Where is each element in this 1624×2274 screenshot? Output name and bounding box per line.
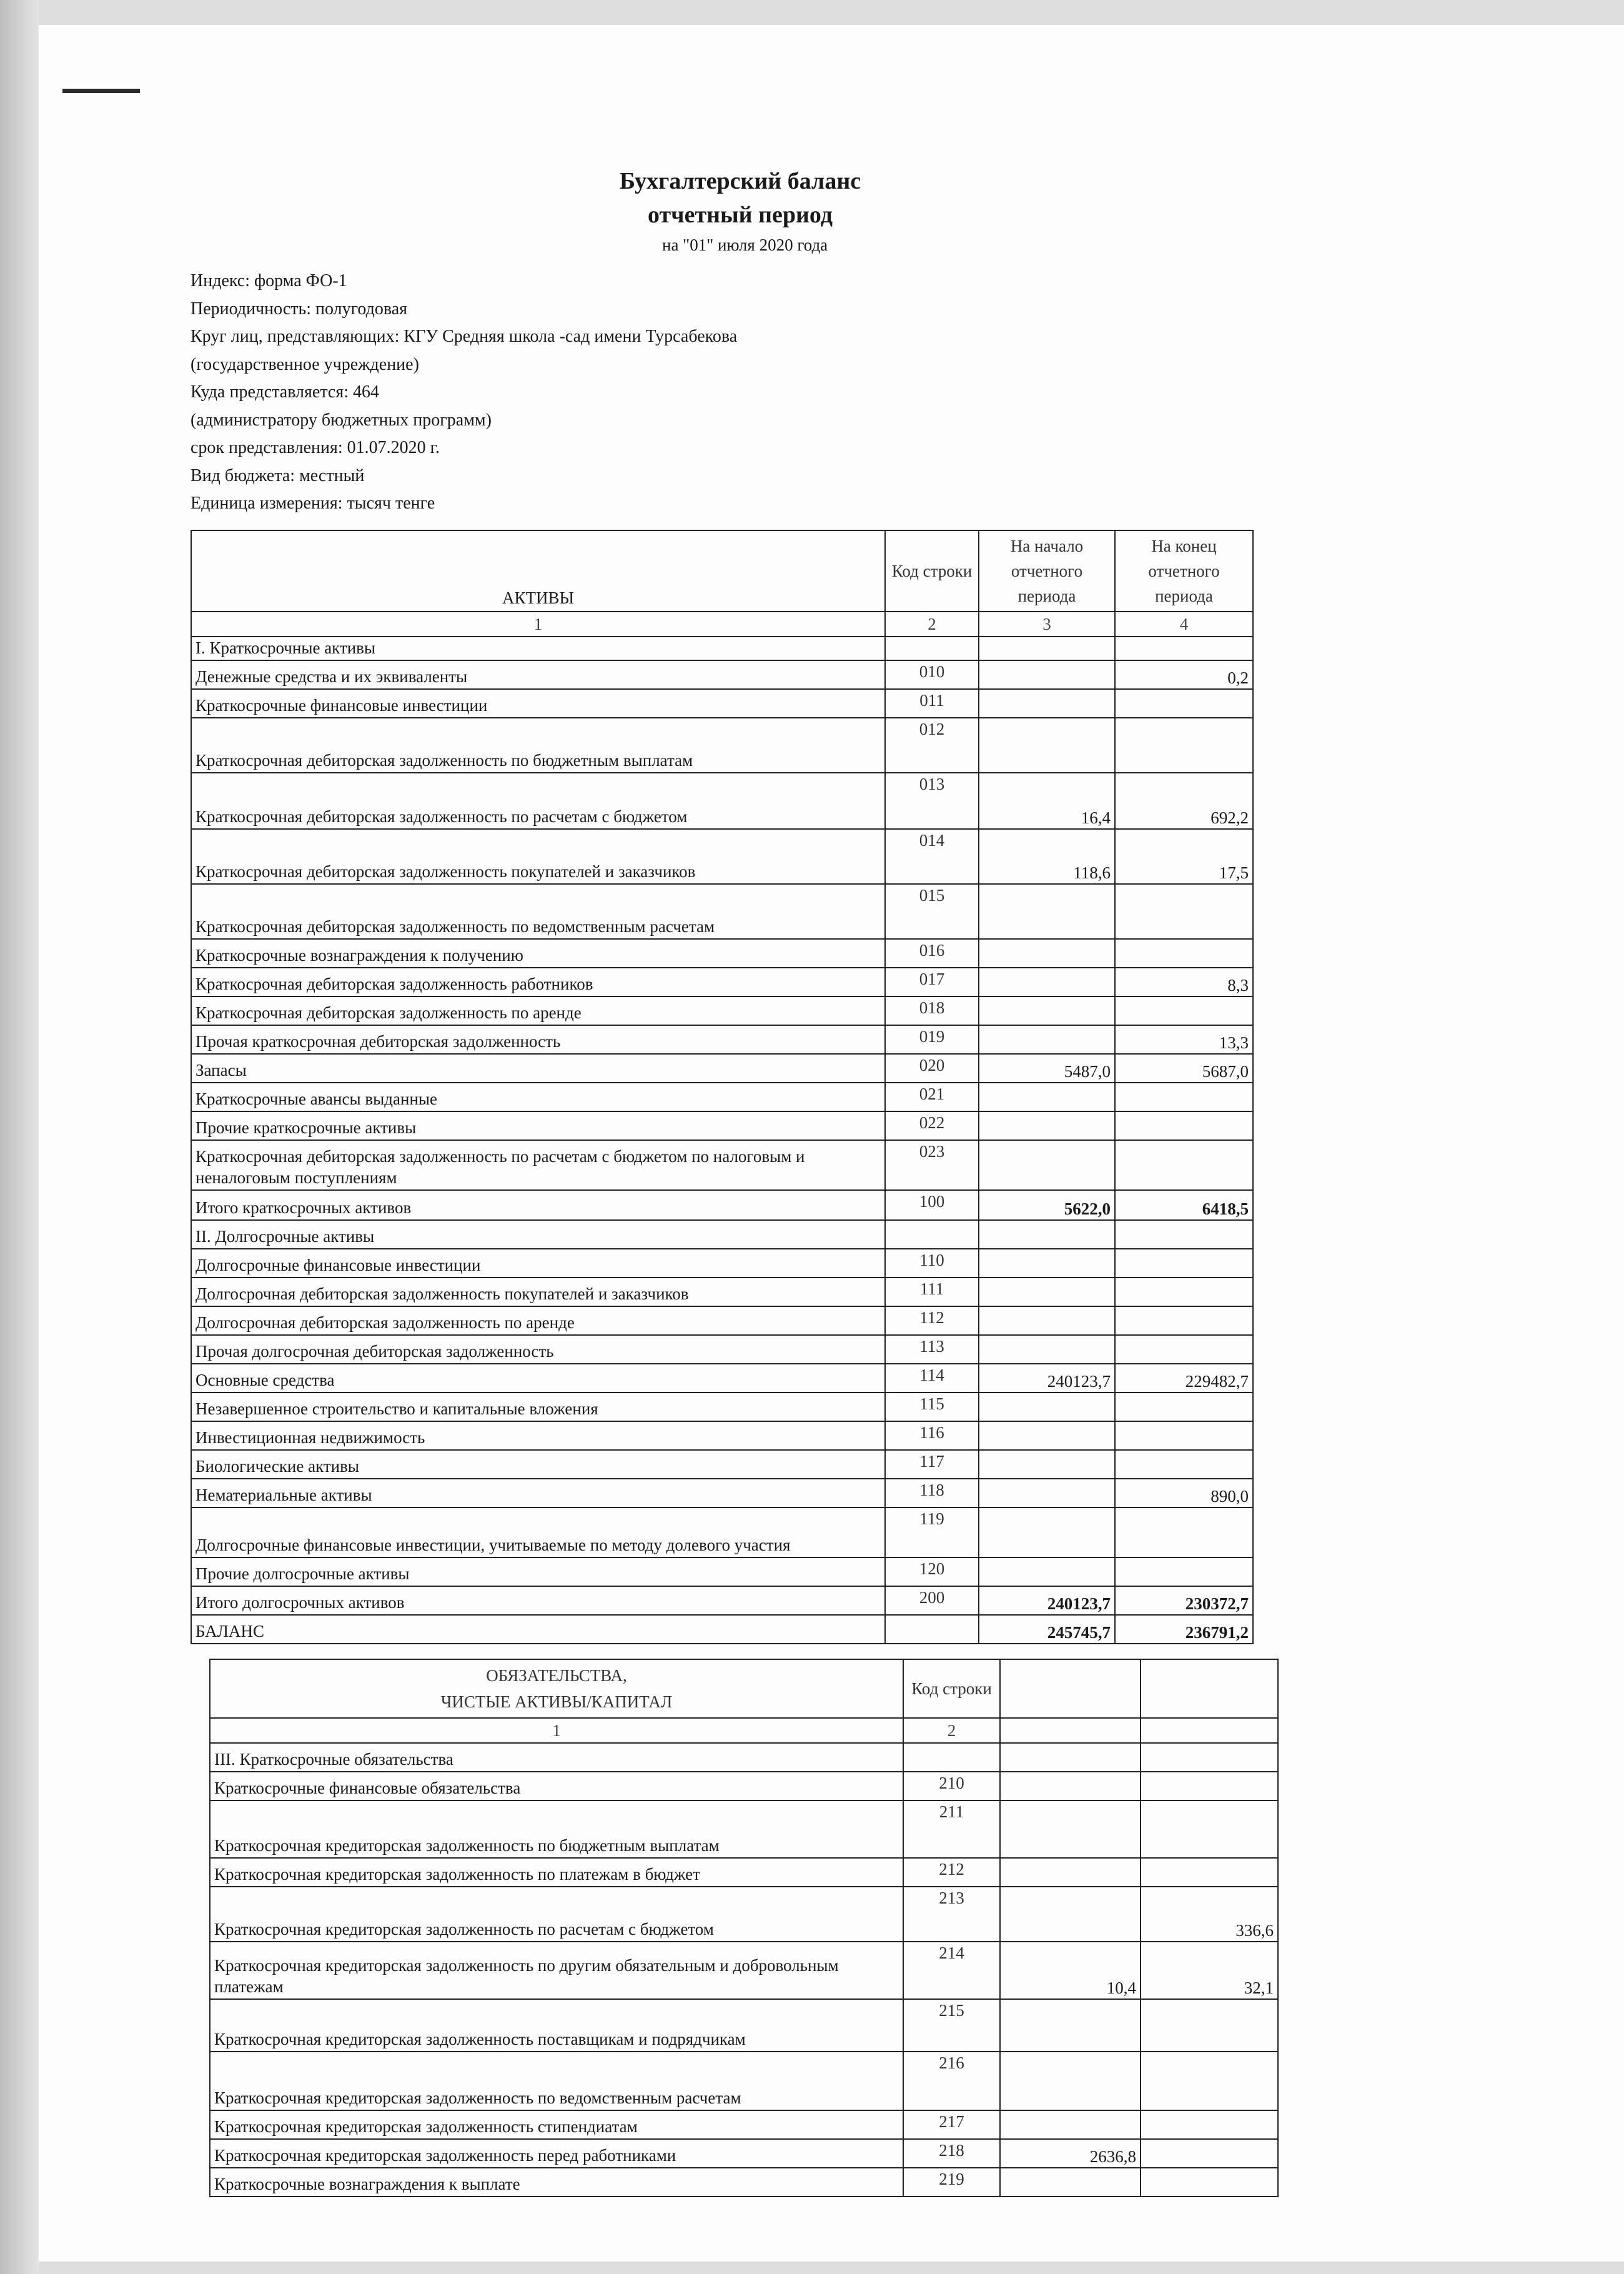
row-value-end <box>1115 1220 1253 1249</box>
row-value-end <box>1115 1083 1253 1111</box>
table-row <box>191 1111 1253 1140</box>
row-value-start: 5622,0 <box>979 1190 1115 1220</box>
row-label: Краткосрочная дебиторская задолженность по бюджетным выплатам <box>191 718 885 773</box>
assets-header-name: АКТИВЫ <box>191 530 885 612</box>
row-value-start <box>979 1479 1115 1507</box>
row-value-end: 692,2 <box>1115 773 1253 829</box>
row-code: 218 <box>903 2139 1000 2168</box>
table-row <box>191 718 1253 773</box>
row-label: Долгосрочная дебиторская задолженность по аренде <box>191 1306 885 1335</box>
index-cell: 1 <box>210 1718 903 1743</box>
corner-mark <box>62 89 140 93</box>
row-value-end <box>1115 884 1253 939</box>
row-label: Краткосрочная дебиторская задолженность по расчетам с бюджетом <box>191 773 885 829</box>
row-code: 114 <box>885 1364 979 1393</box>
row-value-start <box>979 1450 1115 1479</box>
index-cell-empty <box>1000 1718 1141 1743</box>
row-value-start <box>979 1140 1115 1190</box>
table-row <box>191 637 1253 660</box>
meta-recipient-type: (администратору бюджетных программ) <box>191 410 492 430</box>
row-code: 014 <box>885 829 979 884</box>
row-code: 018 <box>885 996 979 1025</box>
table-row <box>210 1858 1278 1887</box>
row-value-end <box>1115 1335 1253 1364</box>
table-row <box>191 1450 1253 1479</box>
table-row <box>191 968 1253 996</box>
row-code <box>885 1615 979 1644</box>
liab-index-row <box>210 1718 1278 1743</box>
row-code <box>885 637 979 660</box>
row-label: Краткосрочная дебиторская задолженность работников <box>191 968 885 996</box>
row-value-end <box>1141 2052 1278 2110</box>
row-label: Биологические активы <box>191 1450 885 1479</box>
row-code: 110 <box>885 1249 979 1278</box>
row-code: 112 <box>885 1306 979 1335</box>
row-code: 213 <box>903 1887 1000 1942</box>
assets-table <box>191 530 1254 1644</box>
row-value-end: 8,3 <box>1115 968 1253 996</box>
row-value-end <box>1141 1772 1278 1800</box>
row-value-end <box>1115 1557 1253 1586</box>
row-value-end <box>1115 718 1253 773</box>
row-code: 119 <box>885 1507 979 1557</box>
row-label: Долгосрочные финансовые инвестиции, учитываемые по методу долевого участия <box>191 1507 885 1557</box>
row-value-start <box>979 1025 1115 1054</box>
row-label: Краткосрочные вознаграждения к получению <box>191 939 885 968</box>
table-row <box>191 1364 1253 1393</box>
row-value-start <box>1000 1800 1141 1858</box>
table-row <box>191 1615 1253 1644</box>
row-value-start <box>979 1278 1115 1306</box>
row-code: 120 <box>885 1557 979 1586</box>
report-meta <box>191 267 737 518</box>
row-label: Краткосрочная дебиторская задолженность по аренде <box>191 996 885 1025</box>
row-code: 216 <box>903 2052 1000 2110</box>
row-label: Краткосрочная кредиторская задолженность поставщикам и подрядчикам <box>210 1999 903 2052</box>
row-code: 011 <box>885 689 979 718</box>
row-value-end <box>1141 2168 1278 2197</box>
row-label: Инвестиционная недвижимость <box>191 1421 885 1450</box>
row-value-start: 245745,7 <box>979 1615 1115 1644</box>
table-row <box>191 1025 1253 1054</box>
row-code <box>903 1743 1000 1772</box>
row-code: 021 <box>885 1083 979 1111</box>
row-code: 023 <box>885 1140 979 1190</box>
row-label: Краткосрочная дебиторская задолженность по ведомственным расчетам <box>191 884 885 939</box>
row-value-start <box>979 1083 1115 1111</box>
row-value-start <box>1000 1887 1141 1942</box>
row-label: Краткосрочная кредиторская задолженность по бюджетным выплатам <box>210 1800 903 1858</box>
index-cell: 3 <box>979 612 1115 637</box>
assets-header-code: Код строки <box>885 530 979 612</box>
row-value-end <box>1141 2110 1278 2139</box>
row-label: Незавершенное строительство и капитальные вложения <box>191 1393 885 1421</box>
row-label: Краткосрочные вознаграждения к выплате <box>210 2168 903 2197</box>
row-value-end: 5687,0 <box>1115 1054 1253 1083</box>
table-row <box>210 2110 1278 2139</box>
liab-header-name <box>210 1659 903 1718</box>
row-value-end: 6418,5 <box>1115 1190 1253 1220</box>
row-value-end: 13,3 <box>1115 1025 1253 1054</box>
row-label: Краткосрочная кредиторская задолженность по платежам в бюджет <box>210 1858 903 1887</box>
table-row <box>191 1140 1253 1190</box>
row-value-end: 0,2 <box>1115 660 1253 689</box>
row-value-start: 240123,7 <box>979 1586 1115 1615</box>
row-label: Прочие краткосрочные активы <box>191 1111 885 1140</box>
row-value-end: 336,6 <box>1141 1887 1278 1942</box>
row-value-start <box>979 884 1115 939</box>
document-subtitle: отчетный период <box>647 202 833 228</box>
row-value-end <box>1115 1421 1253 1450</box>
table-row <box>191 1479 1253 1507</box>
row-label: Краткосрочные авансы выданные <box>191 1083 885 1111</box>
meta-budget-type: Вид бюджета: местный <box>191 465 365 485</box>
row-value-end: 17,5 <box>1115 829 1253 884</box>
row-value-end <box>1115 1140 1253 1190</box>
table-row <box>191 1249 1253 1278</box>
row-code: 210 <box>903 1772 1000 1800</box>
row-code: 116 <box>885 1421 979 1450</box>
table-row <box>191 829 1253 884</box>
assets-index-row <box>191 612 1253 637</box>
row-value-end <box>1141 1800 1278 1858</box>
table-row <box>191 660 1253 689</box>
row-value-start <box>979 1111 1115 1140</box>
table-row <box>191 884 1253 939</box>
row-label: Денежные средства и их эквиваленты <box>191 660 885 689</box>
row-code: 022 <box>885 1111 979 1140</box>
row-code: 013 <box>885 773 979 829</box>
index-cell: 4 <box>1115 612 1253 637</box>
row-value-end <box>1115 637 1253 660</box>
table-row <box>191 1220 1253 1249</box>
row-value-start <box>1000 1999 1141 2052</box>
row-value-start <box>979 1335 1115 1364</box>
row-label: I. Краткосрочные активы <box>191 637 885 660</box>
row-code: 211 <box>903 1800 1000 1858</box>
row-label: Долгосрочные финансовые инвестиции <box>191 1249 885 1278</box>
row-code: 217 <box>903 2110 1000 2139</box>
table-row <box>210 2139 1278 2168</box>
row-value-start <box>1000 2110 1141 2139</box>
row-value-start: 16,4 <box>979 773 1115 829</box>
row-value-end <box>1141 1743 1278 1772</box>
row-value-start <box>1000 2052 1141 2110</box>
table-row <box>191 1306 1253 1335</box>
row-value-end: 229482,7 <box>1115 1364 1253 1393</box>
row-label: Долгосрочная дебиторская задолженность покупателей и заказчиков <box>191 1278 885 1306</box>
table-row <box>191 1586 1253 1615</box>
table-row <box>191 1507 1253 1557</box>
row-label: Краткосрочная дебиторская задолженность покупателей и заказчиков <box>191 829 885 884</box>
table-row <box>210 2168 1278 2197</box>
row-label: Краткосрочная дебиторская задолженность по расчетам с бюджетом по налоговым и неналоговым поступлениям <box>191 1140 885 1190</box>
table-row <box>210 1887 1278 1942</box>
row-label: II. Долгосрочные активы <box>191 1220 885 1249</box>
row-value-start: 240123,7 <box>979 1364 1115 1393</box>
meta-reporting-entity: Круг лиц, представляющих: КГУ Средняя школа -сад имени Турсабекова <box>191 327 738 346</box>
row-value-start <box>1000 2168 1141 2197</box>
row-label: III. Краткосрочные обязательства <box>210 1743 903 1772</box>
row-label: Запасы <box>191 1054 885 1083</box>
table-row <box>210 1999 1278 2052</box>
table-row <box>210 1772 1278 1800</box>
row-value-start <box>979 939 1115 968</box>
row-label: Краткосрочная кредиторская задолженность стипендиатам <box>210 2110 903 2139</box>
row-value-start <box>979 1507 1115 1557</box>
row-value-start <box>979 1393 1115 1421</box>
row-code: 019 <box>885 1025 979 1054</box>
row-code <box>885 1220 979 1249</box>
table-row <box>191 689 1253 718</box>
table-row <box>191 773 1253 829</box>
assets-header-start: На начало отчетного периода <box>979 530 1115 612</box>
index-cell: 2 <box>885 612 979 637</box>
table-row <box>191 1421 1253 1450</box>
row-value-end <box>1141 2139 1278 2168</box>
row-label: Краткосрочные финансовые инвестиции <box>191 689 885 718</box>
row-value-start <box>979 718 1115 773</box>
row-label: Итого долгосрочных активов <box>191 1586 885 1615</box>
table-row <box>210 1942 1278 1999</box>
table-row <box>191 1557 1253 1586</box>
assets-header-end: На конец отчетного периода <box>1115 530 1253 612</box>
table-row <box>191 1335 1253 1364</box>
row-code: 020 <box>885 1054 979 1083</box>
meta-entity-type: (государственное учреждение) <box>191 354 419 374</box>
row-value-end <box>1115 1507 1253 1557</box>
row-value-end: 236791,2 <box>1115 1615 1253 1644</box>
row-value-start <box>1000 1772 1141 1800</box>
row-value-start <box>979 1557 1115 1586</box>
liab-header-code: Код строки <box>903 1659 1000 1718</box>
row-code: 117 <box>885 1450 979 1479</box>
row-code: 113 <box>885 1335 979 1364</box>
row-label: Прочая долгосрочная дебиторская задолженность <box>191 1335 885 1364</box>
row-value-end <box>1115 1249 1253 1278</box>
row-code: 115 <box>885 1393 979 1421</box>
row-label: Итого краткосрочных активов <box>191 1190 885 1220</box>
liabilities-table <box>209 1659 1279 2197</box>
index-cell: 2 <box>903 1718 1000 1743</box>
table-row <box>191 1054 1253 1083</box>
index-cell: 1 <box>191 612 885 637</box>
row-code: 015 <box>885 884 979 939</box>
row-value-end <box>1115 1278 1253 1306</box>
document-title: Бухгалтерский баланс <box>619 168 861 194</box>
assets-header-row <box>191 530 1253 612</box>
row-code: 100 <box>885 1190 979 1220</box>
row-value-end <box>1115 1450 1253 1479</box>
row-code: 010 <box>885 660 979 689</box>
liab-header-line2: ЧИСТЫЕ АКТИВЫ/КАПИТАЛ <box>440 1692 673 1711</box>
row-value-start: 118,6 <box>979 829 1115 884</box>
row-label: Краткосрочная кредиторская задолженность по расчетам с бюджетом <box>210 1887 903 1942</box>
index-cell-empty <box>1141 1718 1278 1743</box>
row-value-start <box>979 1306 1115 1335</box>
row-code: 219 <box>903 2168 1000 2197</box>
row-label: Основные средства <box>191 1364 885 1393</box>
table-row <box>191 1393 1253 1421</box>
row-value-end <box>1115 1306 1253 1335</box>
meta-unit: Единица измерения: тысяч тенге <box>191 494 435 513</box>
table-row <box>191 996 1253 1025</box>
row-value-end <box>1141 1999 1278 2052</box>
row-code: 017 <box>885 968 979 996</box>
row-value-end <box>1115 1393 1253 1421</box>
row-label: Прочая краткосрочная дебиторская задолженность <box>191 1025 885 1054</box>
liab-header-empty <box>1141 1659 1278 1718</box>
row-value-end <box>1115 939 1253 968</box>
meta-recipient: Куда представляется: 464 <box>191 382 379 402</box>
meta-deadline: срок представления: 01.07.2020 г. <box>191 438 440 457</box>
row-value-end <box>1115 996 1253 1025</box>
table-row <box>210 1800 1278 1858</box>
row-value-start <box>979 968 1115 996</box>
row-code: 212 <box>903 1858 1000 1887</box>
row-value-end <box>1115 1111 1253 1140</box>
row-value-end: 890,0 <box>1115 1479 1253 1507</box>
liab-header-line1: ОБЯЗАТЕЛЬСТВА, <box>486 1666 627 1685</box>
table-row <box>191 1190 1253 1220</box>
row-code: 012 <box>885 718 979 773</box>
row-label: БАЛАНС <box>191 1615 885 1644</box>
row-label: Прочие долгосрочные активы <box>191 1557 885 1586</box>
row-code: 214 <box>903 1942 1000 1999</box>
row-code: 016 <box>885 939 979 968</box>
row-code: 215 <box>903 1999 1000 2052</box>
row-value-start: 2636,8 <box>1000 2139 1141 2168</box>
table-row <box>210 2052 1278 2110</box>
table-row <box>191 1278 1253 1306</box>
row-value-start <box>979 1220 1115 1249</box>
row-value-start: 5487,0 <box>979 1054 1115 1083</box>
table-row <box>191 1083 1253 1111</box>
row-value-end: 230372,7 <box>1115 1586 1253 1615</box>
row-label: Нематериальные активы <box>191 1479 885 1507</box>
meta-periodicity: Периодичность: полугодовая <box>191 299 408 319</box>
liab-header-row <box>210 1659 1278 1718</box>
row-label: Краткосрочные финансовые обязательства <box>210 1772 903 1800</box>
row-value-end <box>1115 689 1253 718</box>
row-value-end <box>1141 1858 1278 1887</box>
meta-index: Индекс: форма ФО-1 <box>191 271 347 290</box>
row-code: 200 <box>885 1586 979 1615</box>
row-value-start <box>979 660 1115 689</box>
row-value-start <box>979 1249 1115 1278</box>
row-code: 118 <box>885 1479 979 1507</box>
table-row <box>210 1743 1278 1772</box>
row-value-start <box>979 689 1115 718</box>
row-value-end: 32,1 <box>1141 1942 1278 1999</box>
table-row <box>191 939 1253 968</box>
scan-edge <box>0 0 39 2274</box>
row-code: 111 <box>885 1278 979 1306</box>
row-value-start <box>979 1421 1115 1450</box>
row-value-start <box>1000 1743 1141 1772</box>
row-label: Краткосрочная кредиторская задолженность по ведомственным расчетам <box>210 2052 903 2110</box>
row-label: Краткосрочная кредиторская задолженность перед работниками <box>210 2139 903 2168</box>
row-value-start <box>979 637 1115 660</box>
row-value-start: 10,4 <box>1000 1942 1141 1999</box>
row-value-start <box>979 996 1115 1025</box>
report-date: на "01" июля 2020 года <box>662 236 828 254</box>
row-label: Краткосрочная кредиторская задолженность по другим обязательным и добровольным платежам <box>210 1942 903 1999</box>
liab-header-empty <box>1000 1659 1141 1718</box>
row-value-start <box>1000 1858 1141 1887</box>
